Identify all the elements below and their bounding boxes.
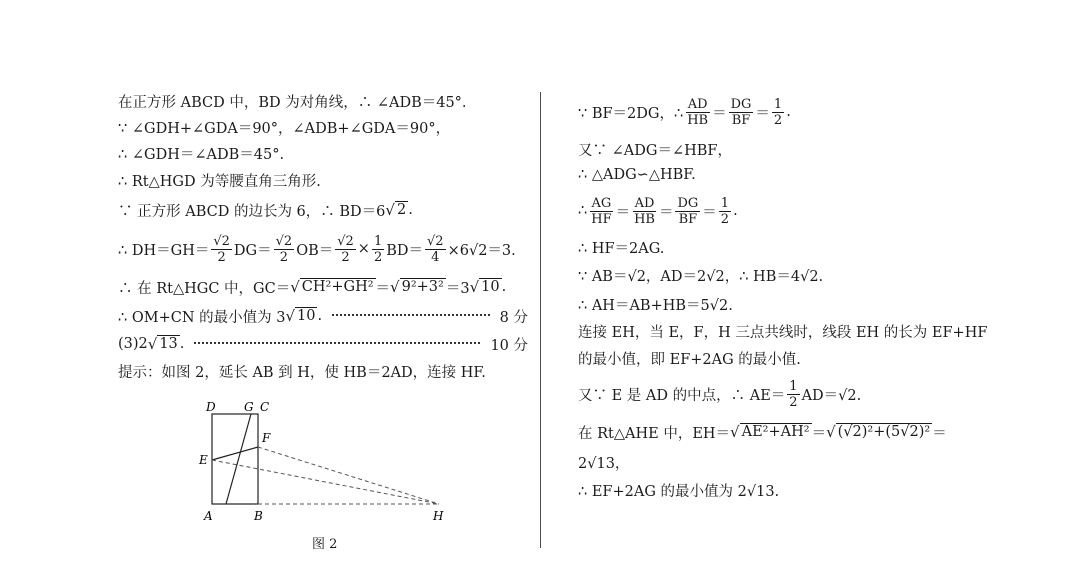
fraction: $\frac{1}{2}$ (720, 195, 730, 227)
left-line-6 (118, 226, 528, 272)
segment-ag (226, 414, 251, 504)
left-line-9 (118, 330, 528, 358)
l8-c: . (317, 308, 323, 324)
left-line-1: 在正方形 ABCD 中，BD 为对角线，∴ ∠ADB＝45°. (118, 94, 467, 111)
right-line-10 (578, 372, 998, 416)
left-line-10: 提示：如图 2，延长 AB 到 H，使 HB＝2AD，连接 HF. (118, 364, 486, 381)
left-line-8 (118, 302, 528, 330)
l7-c: ＝ (375, 280, 391, 297)
left-line-7 (118, 272, 528, 302)
l6-m2: OB＝ (296, 242, 334, 259)
fraction: $\frac{√2}{2}$ (337, 233, 354, 265)
l9-a: (3)2 (118, 336, 148, 352)
r4-eq3: ＝ (702, 204, 717, 221)
sqrt-2: √ 2 (385, 201, 407, 219)
rectangle-abcd (212, 414, 258, 504)
left-line-5 (118, 194, 528, 226)
r1-post: . (786, 104, 791, 120)
left-column (118, 88, 528, 384)
fraction: $\frac{AG}{HF}$ (591, 195, 612, 227)
sqrt-values: √ (√2)²+(5√2)² (826, 423, 931, 441)
figure-caption: 图 2 (312, 537, 338, 552)
fraction: $\frac{1}{2}$ (789, 378, 798, 410)
fraction: $\frac{√2}{4}$ (427, 233, 444, 265)
r4-post: . (733, 203, 738, 219)
l6-m3: × (357, 241, 370, 257)
left-line-5-text: ∵ 正方形 ABCD 的边长为 6，∴ BD＝6 (118, 203, 386, 220)
label-f: F (262, 431, 271, 445)
right-line-5: ∴ HF＝2AG. (578, 240, 665, 257)
right-line-8: 连接 EH，当 E，F，H 三点共线时，线段 EH 的长为 EF+HF (578, 324, 988, 341)
right-line-4 (578, 188, 998, 234)
right-line-12: 2√13， (578, 455, 630, 472)
r4-pre: ∴ (578, 203, 588, 219)
fraction: $\frac{√2}{2}$ (275, 233, 293, 265)
dot-leader (194, 341, 480, 344)
score-10: 10 分 (490, 337, 528, 354)
right-line-13: ∴ EF+2AG 的最小值为 2√13. (578, 483, 780, 500)
dashed-fh (258, 447, 439, 504)
label-g: G (244, 400, 254, 414)
left-line-2: ∵ ∠GDH+∠GDA＝90°，∠ADB+∠GDA＝90°， (118, 120, 451, 137)
label-d: D (206, 400, 216, 414)
l6-pre: ∴ DH＝GH＝ (118, 242, 210, 259)
segment-ef (212, 447, 258, 460)
label-c: C (260, 400, 270, 414)
sqrt-ae-ah: √ AE²+AH² (730, 423, 810, 441)
l7-a: ∴ 在 Rt△HGC 中，GC＝ (118, 280, 291, 297)
r10-pre: 又∵ E 是 AD 的中点，∴ AE＝ (578, 387, 786, 404)
r10-post: AD＝√2. (801, 387, 862, 404)
r1-eq1: ＝ (712, 105, 727, 122)
sqrt-10: √ 10 (285, 307, 316, 325)
fraction: $\frac{AD}{HB}$ (634, 195, 655, 227)
label-b: B (254, 509, 263, 523)
right-line-9: 的最小值，即 EF+2AG 的最小值. (578, 351, 801, 368)
fraction: $\frac{√2}{2}$ (213, 233, 230, 265)
l7-e: ＝3 (445, 280, 470, 297)
fraction: $\frac{1}{2}$ (373, 233, 383, 265)
right-column (578, 88, 998, 504)
r11-c: ＝ (811, 425, 827, 442)
r1-eq2: ＝ (755, 105, 770, 122)
label-h: H (433, 509, 444, 523)
l9-c: . (179, 336, 185, 352)
sqrt-10: √ 10 (469, 278, 500, 296)
column-divider (540, 92, 541, 548)
l7-g: . (501, 279, 507, 295)
r11-e: ＝ (932, 425, 947, 442)
label-a: A (204, 509, 213, 523)
right-line-7: ∴ AH＝AB+HB＝5√2. (578, 297, 733, 314)
right-line-1 (578, 88, 998, 136)
sqrt-13: √ 13 (147, 335, 178, 353)
dashed-eh (212, 460, 439, 504)
r4-eq2: ＝ (658, 204, 674, 221)
l6-m4: BD＝ (386, 242, 424, 259)
sqrt-9-3: √ 9²+3² (390, 278, 444, 296)
fraction: $\frac{DG}{BF}$ (677, 195, 699, 227)
right-line-3: ∴ △ADG∽△HBF. (578, 167, 696, 183)
l8-a: ∴ OM+CN 的最小值为 3 (118, 309, 286, 326)
r4-eq1: ＝ (615, 204, 631, 221)
sqrt-ch-gh: √ CH²+GH² (290, 278, 374, 296)
right-line-2: 又∵ ∠ADG＝∠HBF， (578, 142, 732, 159)
left-line-4: ∴ Rt△HGD 为等腰直角三角形. (118, 173, 321, 190)
right-line-11 (578, 416, 998, 448)
dot-leader (332, 313, 490, 316)
r11-a: 在 Rt△AHE 中，EH＝ (578, 425, 731, 442)
geometry-figure-2 (196, 400, 456, 526)
right-line-6: ∵ AB＝√2，AD＝2√2，∴ HB＝4√2. (578, 268, 824, 285)
fraction: $\frac{1}{2}$ (773, 96, 783, 128)
label-e: E (199, 453, 208, 467)
fraction: $\frac{AD}{HB}$ (687, 96, 709, 128)
l6-m5: ×6√2＝3. (447, 242, 516, 259)
r1-pre: ∵ BF＝2DG，∴ (578, 105, 684, 122)
left-line-3: ∴ ∠GDH＝∠ADB＝45°. (118, 146, 285, 163)
left-line-5-end: . (408, 202, 413, 218)
fraction: $\frac{DG}{BF}$ (730, 96, 752, 128)
score-8: 8 分 (499, 309, 528, 326)
l6-m1: DG＝ (233, 242, 272, 259)
